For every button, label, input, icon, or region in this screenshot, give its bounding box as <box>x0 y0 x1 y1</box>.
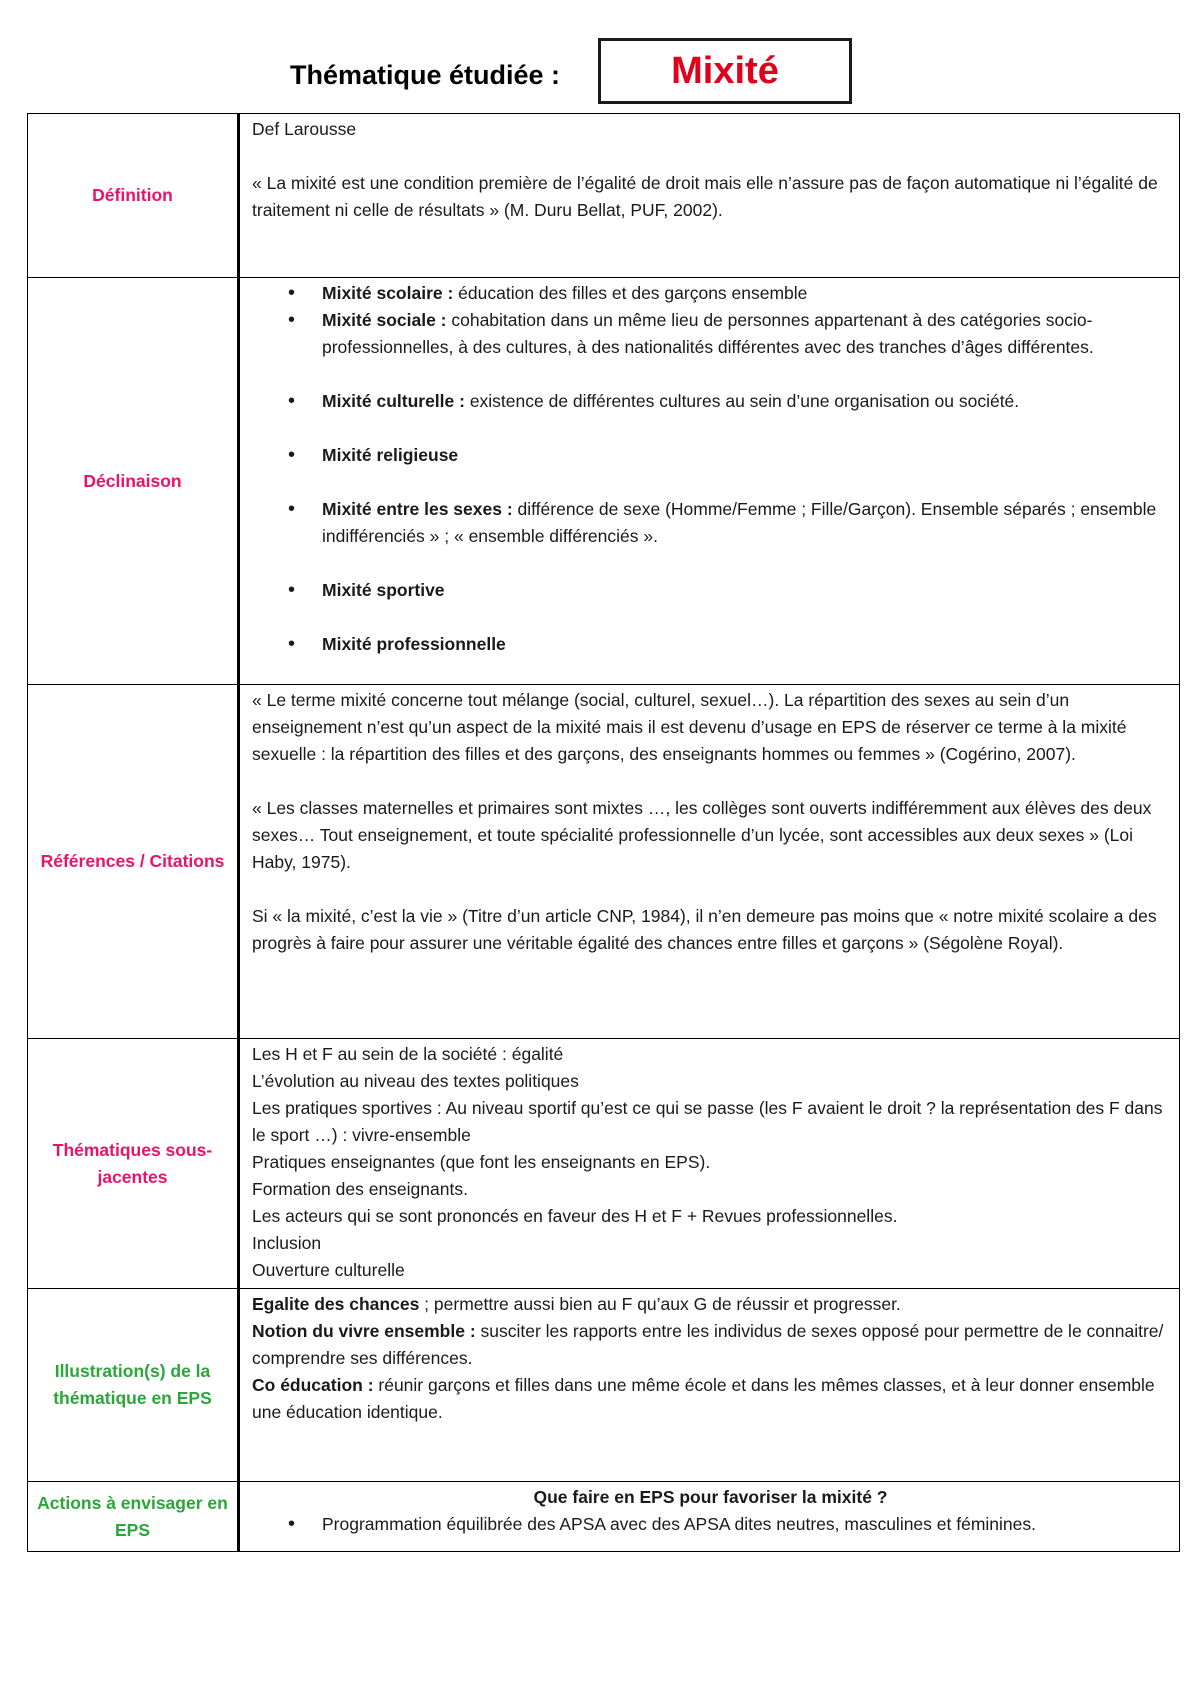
item-term: Mixité scolaire : <box>322 283 454 303</box>
thematique-line: Inclusion <box>252 1233 322 1253</box>
reference-paragraph-2: « Les classes maternelles et primaires sont mixtes …, les collèges sont ouverts indifféremment aux élèves des deux sexes… Tout enseignement, et toute spécialité professionnelle d’un lycée, sont accessibles aux deux sexes » (Loi Haby, 1975). <box>252 798 1152 872</box>
row-actions <box>28 1482 1180 1552</box>
actions-question: Que faire en EPS pour favoriser la mixité ? <box>533 1487 888 1507</box>
actions-content <box>239 1482 1180 1552</box>
illustration-item <box>252 1318 1169 1372</box>
thematique-line: Les pratiques sportives : Au niveau sportif qu’est ce qui se passe (les F avaient le droit ? la représentation des F dans le sport …) : vivre-ensemble <box>252 1098 1163 1145</box>
references-content <box>239 685 1180 1039</box>
item-text: cohabitation dans un même lieu de personnes appartenant à des catégories socio-professionnelles, à des cultures, à des nationalités différentes avec des tranches d’âges différentes. <box>322 310 1094 357</box>
row-label-definition: Définition <box>28 114 239 278</box>
item-term: Egalite des chances <box>252 1294 420 1314</box>
list-item <box>322 280 1169 307</box>
item-term: Mixité sportive <box>322 580 445 600</box>
thematique-line: L’évolution au niveau des textes politiques <box>252 1071 579 1091</box>
row-definition <box>28 114 1180 278</box>
item-text: ; permettre aussi bien au F qu’aux G de réussir et progresser. <box>419 1294 901 1314</box>
page-header <box>0 38 1200 110</box>
item-text: existence de différentes cultures au sein d’une organisation ou société. <box>464 391 1020 411</box>
illustration-content <box>239 1289 1180 1482</box>
row-declinaison <box>28 278 1180 685</box>
item-term: Notion du vivre ensemble : <box>252 1321 476 1341</box>
reference-paragraph-1: « Le terme mixité concerne tout mélange (social, culturel, sexuel…). La répartition des sexes au sein d’un enseignement n’est qu’un aspect de la mixité mais il est devenu d’usage en EPS de réserver ce terme à la mixité sexuelle : la répartition des filles et des garçons, des enseignants hommes ou femmes » (Cogérino, 2007). <box>252 690 1127 764</box>
definition-quote: « La mixité est une condition première de l’égalité de droit mais elle n’assure pas de façon automatique ni l’égalité de traitement ni celle de résultats » (M. Duru Bellat, PUF, 2002). <box>252 173 1158 220</box>
declinaison-content <box>239 278 1180 685</box>
list-item <box>322 577 1169 604</box>
item-text: réunir garçons et filles dans une même école et dans les mêmes classes, et à leur donner ensemble une éducation identique. <box>252 1375 1155 1422</box>
row-label-references: Références / Citations <box>28 685 239 1039</box>
thematique-line: Ouverture culturelle <box>252 1260 405 1280</box>
row-label-thematiques: Thématiques sous-jacentes <box>28 1039 239 1289</box>
declinaison-list-4 <box>252 496 1169 550</box>
item-term: Co éducation : <box>252 1375 374 1395</box>
header-value-box <box>598 38 852 104</box>
item-text: différence de sexe (Homme/Femme ; Fille/Garçon). Ensemble séparés ; ensemble indifférenciés » ; « ensemble différenciés ». <box>322 499 1157 546</box>
item-term: Mixité culturelle : <box>322 391 465 411</box>
list-item: • Programmation équilibrée des APSA avec des APSA dites neutres, masculines et féminines. <box>322 1511 1169 1538</box>
declinaison-list <box>252 280 1169 361</box>
thematiques-content <box>239 1039 1180 1289</box>
illustration-item <box>252 1372 1169 1426</box>
declinaison-list-3 <box>252 442 1169 469</box>
item-term: Mixité sociale : <box>322 310 447 330</box>
item-term: Mixité religieuse <box>322 445 459 465</box>
list-item <box>322 496 1169 550</box>
list-item <box>322 631 1169 658</box>
thematique-line: Pratiques enseignantes (que font les enseignants en EPS). <box>252 1152 711 1172</box>
row-label-actions: Actions à envisager en EPS <box>28 1482 239 1552</box>
thematique-line: Formation des enseignants. <box>252 1179 468 1199</box>
actions-list <box>252 1511 1169 1538</box>
row-label-illustration: Illustration(s) de la thématique en EPS <box>28 1289 239 1482</box>
declinaison-list-5 <box>252 577 1169 604</box>
item-text: éducation des filles et des garçons ensemble <box>453 283 808 303</box>
list-item <box>322 388 1169 415</box>
row-thematiques <box>28 1039 1180 1289</box>
item-text: susciter les rapports entre les individus de sexes opposé pour permettre de le connaitre/ comprendre ses différences. <box>252 1321 1164 1368</box>
illustration-item <box>252 1291 1169 1318</box>
row-illustration <box>28 1289 1180 1482</box>
thematique-line: Les acteurs qui se sont prononcés en faveur des H et F + Revues professionnelles. <box>252 1206 898 1226</box>
thematic-table <box>27 113 1180 1552</box>
header-label: Thématique étudiée : <box>290 60 561 90</box>
reference-paragraph-3: Si « la mixité, c’est la vie » (Titre d’un article CNP, 1984), il n’en demeure pas moins que « notre mixité scolaire a des progrès à faire pour assurer une véritable égalité des chances entre filles et garçons » (Ségolène Royal). <box>252 906 1157 953</box>
item-term: Mixité professionnelle <box>322 634 506 654</box>
declinaison-list-2 <box>252 388 1169 415</box>
definition-intro: Def Larousse <box>252 119 357 139</box>
row-label-declinaison: Déclinaison <box>28 278 239 685</box>
declinaison-list-6 <box>252 631 1169 658</box>
row-references <box>28 685 1180 1039</box>
list-item <box>322 442 1169 469</box>
item-term: Mixité entre les sexes : <box>322 499 513 519</box>
list-item <box>322 307 1169 361</box>
thematique-line: Les H et F au sein de la société : égalité <box>252 1044 564 1064</box>
definition-content <box>239 114 1180 278</box>
header-value: Mixité <box>671 49 779 92</box>
